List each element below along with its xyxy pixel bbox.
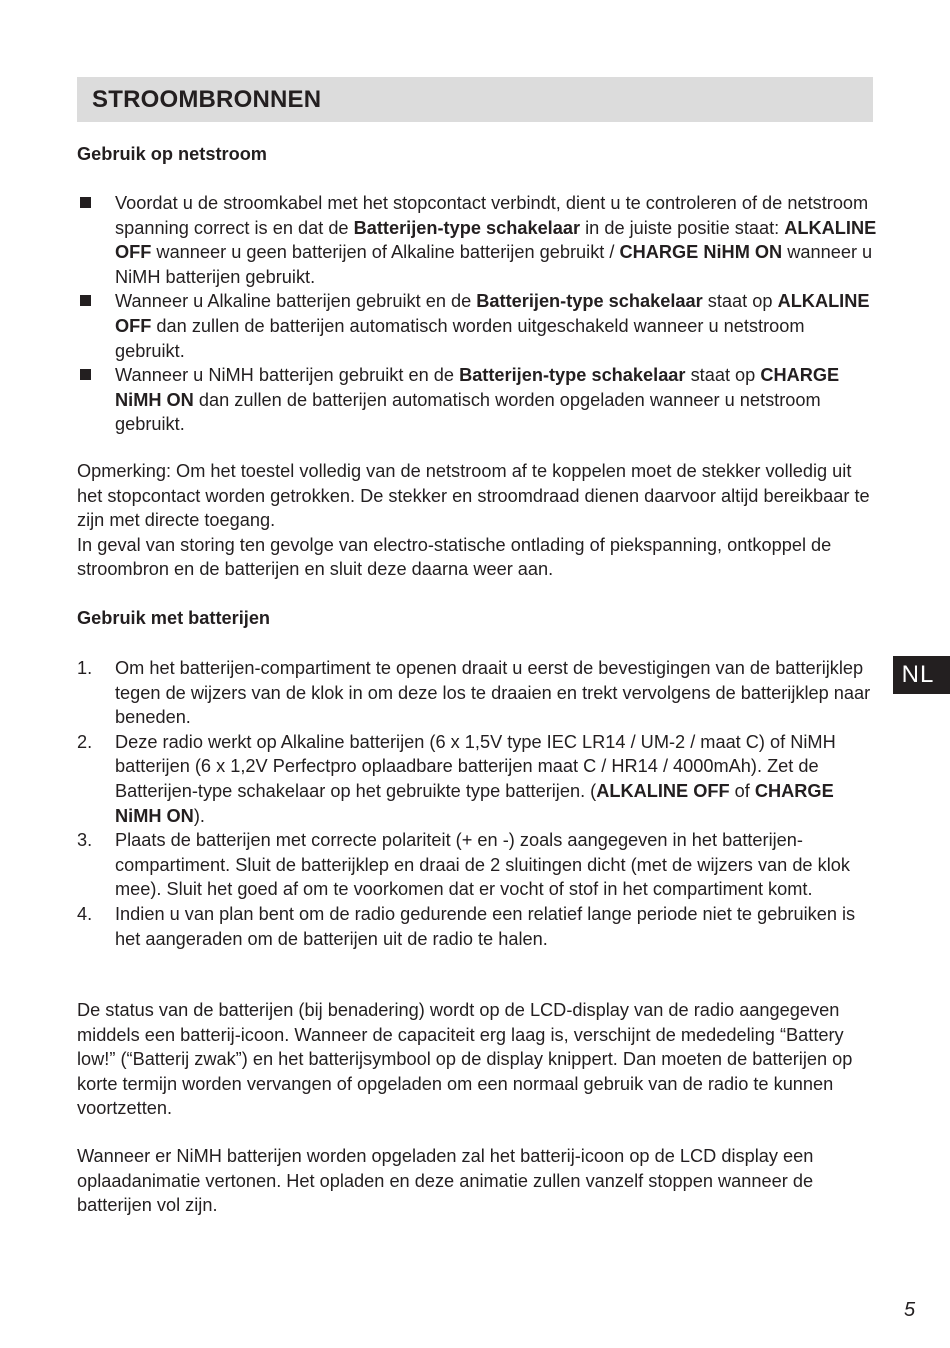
bullet-text: staat op bbox=[685, 365, 761, 386]
page-number: 5 bbox=[904, 1299, 916, 1321]
language-tab bbox=[893, 656, 950, 694]
bullet-bold: Batterijen-type schakelaar bbox=[476, 291, 703, 312]
square-bullet-icon bbox=[80, 369, 91, 380]
numbered-list bbox=[77, 656, 877, 951]
bullet-text: Voordat u de stroomkabel met het stopcontact verbindt, dient u te controleren of de netstroom spanning correct is en dat de bbox=[115, 193, 869, 238]
heading-netstroom: Gebruik op netstroom bbox=[77, 144, 267, 164]
note-line: In geval van storing ten gevolge van electro-statische ontlading of piekspanning, ontkoppel de stroombron en de batterijen en sluit deze daarna weer aan. bbox=[77, 534, 832, 580]
bullet-text: Wanneer u Alkaline batterijen gebruikt en de bbox=[115, 291, 477, 312]
numbered-item bbox=[77, 730, 877, 828]
item-text: Plaats de batterijen met correcte polariteit (+ en -) zoals aangegeven in het batterijen-compartiment. Sluit de batterijklep en draai de 2 sluitingen dicht (met de wijzers van de klok mee). Sluit het goed af om te voorkomen dat er vocht of stof in het compartiment komt. bbox=[115, 830, 850, 900]
bullet-text: wanneer u geen batterijen of Alkaline batterijen gebruikt / bbox=[151, 242, 620, 263]
bullet-list bbox=[77, 191, 877, 437]
note-paragraph bbox=[77, 459, 877, 582]
item-text: of bbox=[729, 780, 755, 801]
bullet-bold: ALKALINE OFF bbox=[115, 291, 870, 336]
bullet-bold: Batterijen-type schakelaar bbox=[353, 217, 581, 238]
bullet-item bbox=[77, 363, 877, 437]
language-label: NL bbox=[901, 661, 935, 688]
numbered-item bbox=[77, 902, 877, 951]
bullet-text: dan zullen de batterijen automatisch worden uitgeschakeld wanneer u netstroom gebruikt. bbox=[115, 315, 805, 361]
item-number: 3. bbox=[77, 830, 93, 851]
square-bullet-icon bbox=[80, 197, 91, 208]
battery-status-paragraph: De status van de batterijen (bij benadering) wordt op de LCD-display van de radio aangegeven middels een batterij-icoon. Wanneer de capaciteit erg laag is, verschijnt de mededeling “Battery low!” (“Batterij zwak”) en het batterijsymbool op de display knippert. Dan moeten de batterijen op korte termijn worden vervangen of opgeladen om een normaal gebruik van de radio te kunnen voortzetten. bbox=[77, 1000, 853, 1119]
bullet-bold: CHARGE NiHM ON bbox=[619, 242, 783, 263]
bullet-bold: CHARGE NiMH ON bbox=[115, 365, 840, 410]
numbered-item bbox=[77, 656, 877, 730]
item-text: Indien u van plan bent om de radio gedurende een relatief lange periode niet te gebruiken is het aangeraden om de batterijen uit de radio te halen. bbox=[115, 903, 856, 949]
charging-paragraph: Wanneer er NiMH batterijen worden opgeladen zal het batterij-icoon op de LCD display een oplaadanimatie vertonen. Het opladen en deze animatie zullen vanzelf stoppen wanneer de batterijen vol zijn. bbox=[77, 1146, 814, 1216]
item-number: 1. bbox=[77, 658, 93, 678]
item-text: Om het batterijen-compartiment te openen draait u eerst de bevestigingen van de batterijklep tegen de wijzers van de klok in om deze los te draaien en trekt vervolgens de batterijklep naar beneden. bbox=[115, 658, 871, 728]
bullet-text: wanneer u NiMH batterijen gebruikt. bbox=[115, 242, 873, 287]
bullet-item bbox=[77, 191, 877, 289]
square-bullet-icon bbox=[80, 295, 91, 306]
bullet-text: staat op bbox=[702, 291, 778, 312]
item-bold: ALKALINE OFF bbox=[596, 780, 730, 801]
item-number: 4. bbox=[77, 903, 93, 924]
bullet-text: in de juiste positie staat: bbox=[580, 217, 785, 238]
heading-batterijen: Gebruik met batterijen bbox=[77, 608, 271, 628]
bullet-item bbox=[77, 289, 877, 363]
note-line: Opmerking: Om het toestel volledig van de netstroom af te koppelen moet de stekker volledig uit het stopcontact worden getrokken. De stekker en stroomdraad dienen daarvoor altijd bereikbaar te zijn met directe toegang. bbox=[77, 461, 870, 531]
item-text: Deze radio werkt op Alkaline batterijen (6 x 1,5V type IEC LR14 / UM-2 / maat C) of NiMH batterijen (6 x 1,2V Perfectpro oplaadbare batterijen maat C / HR14 / 4000mAh). Zet de Batterijen-type schakelaar op het gebruikte type batterijen. ( bbox=[115, 731, 836, 801]
section-header-bar bbox=[77, 77, 873, 122]
bullet-text: dan zullen de batterijen automatisch worden opgeladen wanneer u netstroom gebruikt. bbox=[115, 389, 821, 435]
item-number: 2. bbox=[77, 731, 93, 752]
bullet-bold: Batterijen-type schakelaar bbox=[459, 365, 686, 386]
bullet-bold: ALKALINE OFF bbox=[115, 217, 877, 263]
section-title: STROOMBRONNEN bbox=[92, 86, 322, 113]
item-text: ). bbox=[193, 805, 205, 826]
numbered-item bbox=[77, 828, 877, 902]
bullet-text: Wanneer u NiMH batterijen gebruikt en de bbox=[115, 365, 460, 386]
item-bold: CHARGE NiMH ON bbox=[115, 780, 834, 826]
